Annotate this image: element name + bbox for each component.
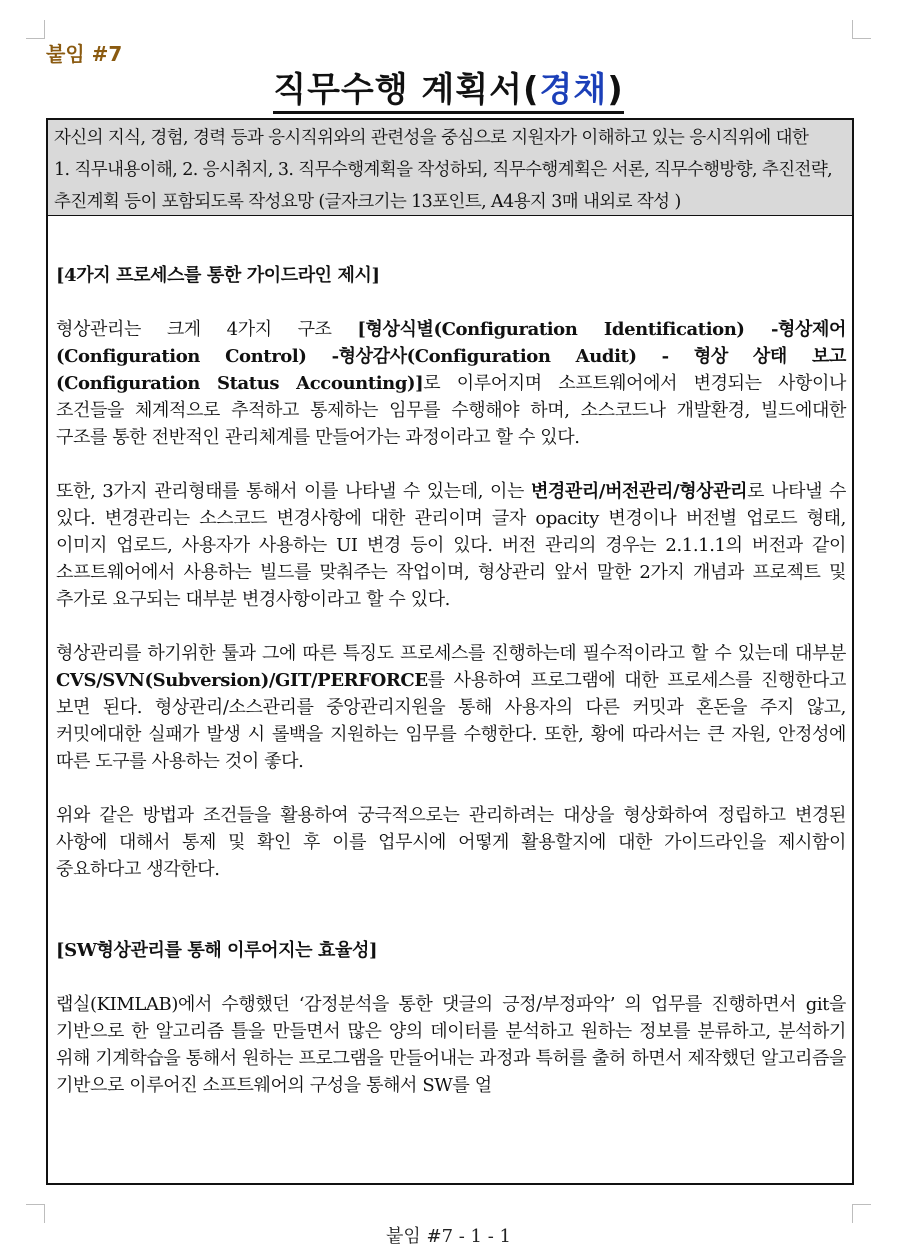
paragraph-text: 또한, 3가지 관리형태를 통해서 이를 나타낼 수 있는데, 이는	[56, 481, 531, 502]
section-heading: [SW형상관리를 통해 이루어지는 효율성]	[56, 940, 378, 961]
paragraph-text: 로 나타낼 수 있다. 변경관리는 소스코드 변경사항에 대한 관리이며 글자 opacity 변경이나 버전별 업로드 형태, 이미지 업로드, 사용자가 사용하는 UI 변경 등이 있다. 버전 관리의 경우는 2.1.1.1의 버전과 같이 소프트웨어에서 사용하는 빌드를 맞춰주는 작업이며, 형상관리 앞서 말한 2가지 개념과 프로젝트 및 추가로 요구되는 대부분 변경사항이라고 할 수 있다.	[56, 481, 846, 610]
document-title	[0, 62, 897, 111]
corner-mark-top-left	[26, 20, 45, 39]
paragraph	[56, 640, 846, 775]
paragraph-text: 로 이루어지며 소프트웨어에서 변경되는 사항이나 조건들을 체계적으로 추적하고 통제하는 임무를 수행해야 하며, 소스코드나 개발환경, 빌드에대한 구조를 통한 전반적인 관리체계를 만들어가는 과정이라고 할 수 있다.	[56, 373, 846, 448]
content-frame	[46, 118, 854, 1185]
body-content	[48, 216, 852, 1099]
paragraph	[56, 478, 846, 613]
paragraph-bold-text: [형상식별(Configuration Identification) -형상제어(Configuration Control) -형상감사(Configuration Audit) - 형상 상태 보고(Configuration Status Accounting)]	[56, 319, 846, 394]
instruction-line: 추진계획 등이 포함되도록 작성요망 (글자크기는 13포인트, A4용지 3매 내외로 작성 )	[54, 192, 681, 212]
instruction-line: 자신의 지식, 경험, 경력 등과 응시직위와의 관련성을 중심으로 지원자가 이해하고 있는 응시직위에 대한	[54, 128, 809, 148]
paragraph-text: 형상관리는 크게 4가지 구조	[56, 319, 358, 340]
attachment-label: 붙임 #7	[46, 42, 123, 66]
paragraph-bold-text: 변경관리/버전관리/형상관리	[530, 481, 748, 502]
paragraph-text: 를 사용하여 프로그램에 대한 프로세스를 진행한다고 보면 된다. 형상관리/소스관리를 중앙관리지원을 통해 사용자의 다른 커밋과 혼돈을 주지 않고, 커밋에대한 실패가 발생 시 롤백을 지원하는 임무를 수행한다. 또한, 황에 따라서는 큰 자원, 안정성에 따른 도구를 사용하는 것이 좋다.	[56, 670, 846, 772]
instructions-box	[48, 120, 852, 216]
title-close: )	[607, 70, 624, 110]
paragraph-bold-text: CVS/SVN(Subversion)/GIT/PERFORCE	[56, 670, 428, 691]
page-footer: 붙임 #7 - 1 - 1	[386, 1226, 511, 1247]
section-heading: [4가지 프로세스를 통한 가이드라인 제시]	[56, 265, 380, 286]
paragraph: 위와 같은 방법과 조건들을 활용하여 궁극적으로는 관리하려는 대상을 형상화하여 정립하고 변경된 사항에 대해서 통제 및 확인 후 이를 업무시에 어떻게 활용할지에 대한 가이드라인을 제시함이 중요하다고 생각한다.	[56, 805, 846, 880]
corner-mark-bottom-right	[852, 1204, 871, 1223]
instruction-line: 1. 직무내용이해, 2. 응시취지, 3. 직무수행계획을 작성하되, 직무수행계획은 서론, 직무수행방향, 추진전략,	[54, 160, 833, 180]
title-main: 직무수행 계획서(	[273, 70, 540, 110]
paragraph: 랩실(KIMLAB)에서 수행했던 ‘감정분석을 통한 댓글의 긍정/부정파악’ 의 업무를 진행하면서 git을 기반으로 한 알고리즘 틀을 만들면서 많은 양의 데이터를 분석하고 원하는 정보를 분류하고, 분석하기 위해 기계학습을 통해서 원하는 프로그램을 만들어내는 과정과 특허를 출허 하면서 제작했던 알고리즘을 기반으로 이루어진 소프트웨어의 구성을 통해서 SW를 얼	[56, 994, 846, 1096]
title-underlined	[273, 70, 624, 114]
corner-mark-bottom-left	[26, 1204, 45, 1223]
paragraph	[56, 316, 846, 451]
title-highlight: 경채	[539, 70, 608, 110]
paragraph-text: 형상관리를 하기위한 툴과 그에 따른 특징도 프로세스를 진행하는데 필수적이라고 할 수 있는데 대부분	[56, 643, 846, 664]
corner-mark-top-right	[852, 20, 871, 39]
